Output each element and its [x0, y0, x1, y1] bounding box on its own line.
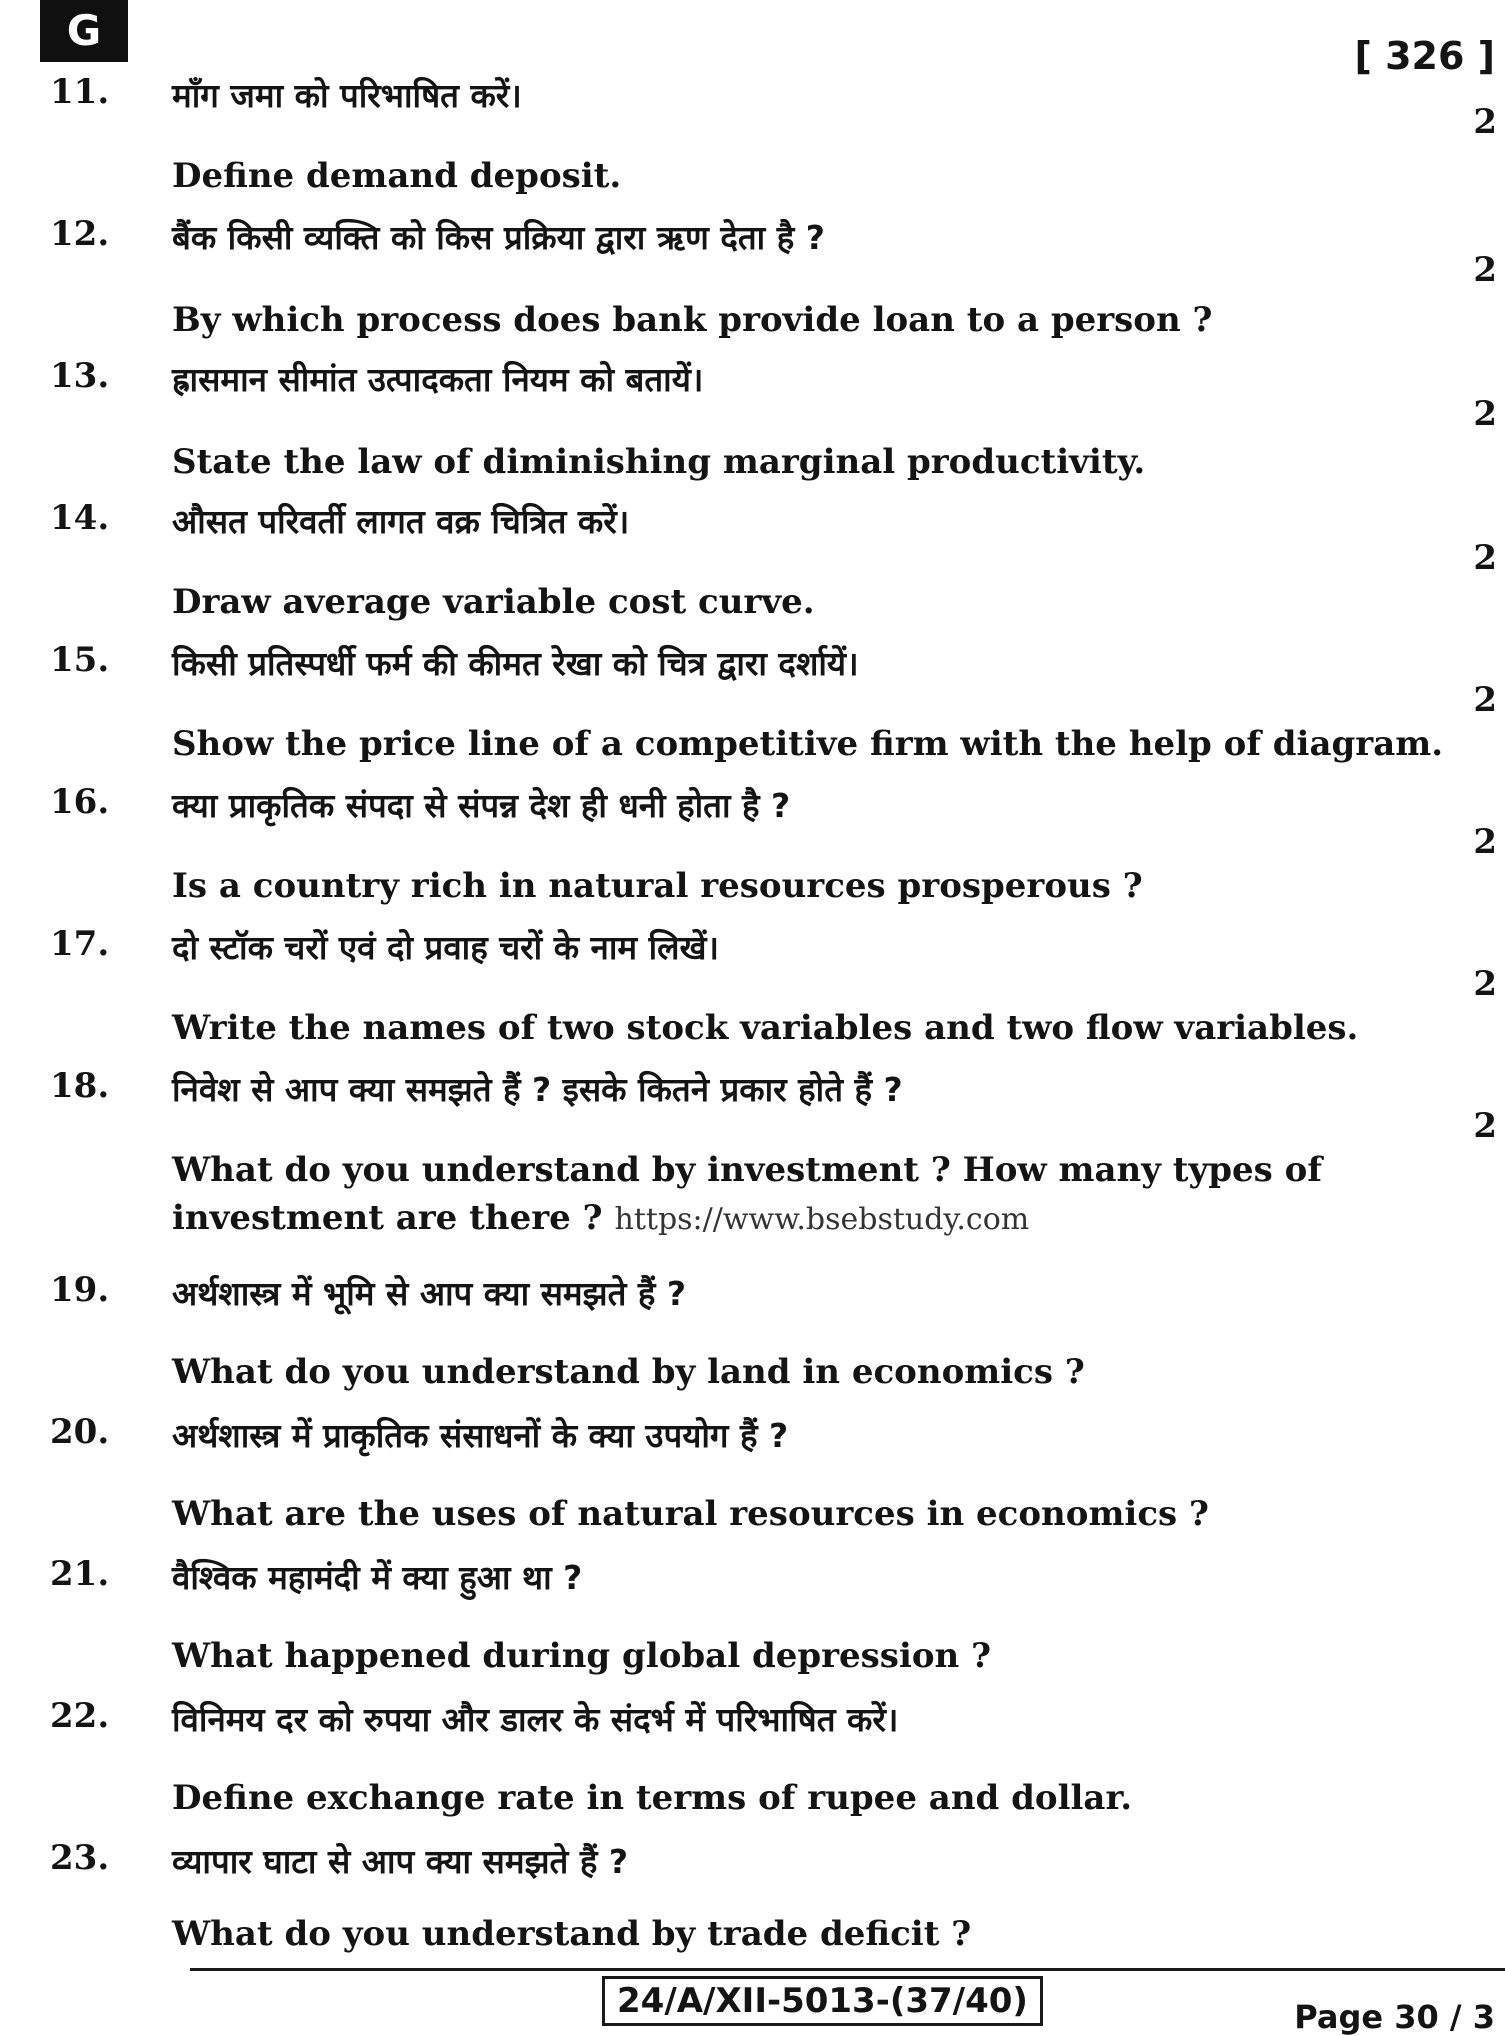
question-number: 23. [50, 1838, 110, 1878]
question-hindi: क्या प्राकृतिक संपदा से संपन्न देश ही धनी होता है ? [172, 786, 791, 825]
question-number: 22. [50, 1696, 110, 1736]
question-english: What do you understand by trade deficit ? [172, 1914, 972, 1954]
question-marks: 2 [1473, 680, 1497, 720]
question-marks: 2 [1473, 538, 1497, 578]
page-number: Page 30 / 3 [1294, 1998, 1495, 2036]
question-hindi: ह्रासमान सीमांत उत्पादकता नियम को बतायें। [172, 360, 704, 399]
question-number: 16. [50, 782, 110, 822]
question-marks: 2 [1473, 102, 1497, 142]
question-number: 11. [50, 72, 110, 112]
question-marks: 2 [1473, 964, 1497, 1004]
question-hindi: बैंक किसी व्यक्ति को किस प्रक्रिया द्वारा ऋण देता है ? [172, 218, 825, 257]
question-marks: 2 [1473, 250, 1497, 290]
question-english: Is a country rich in natural resources prosperous ? [172, 866, 1143, 906]
question-hindi: माँग जमा को परिभाषित करें। [172, 76, 522, 115]
question-number: 13. [50, 356, 110, 396]
paper-code: 24/A/XII-5013-(37/40) [602, 1976, 1043, 2026]
question-marks: 2 [1473, 1106, 1497, 1146]
question-number: 21. [50, 1554, 110, 1594]
question-number: 12. [50, 214, 110, 254]
question-english: Define exchange rate in terms of rupee and dollar. [172, 1778, 1133, 1818]
question-english: Draw average variable cost curve. [172, 582, 815, 622]
paper-series-code: [ 326 ] [1354, 34, 1495, 78]
question-english: By which process does bank provide loan to a person ? [172, 300, 1213, 340]
question-hindi: विनिमय दर को रुपया और डालर के संदर्भ में परिभाषित करें। [172, 1700, 899, 1739]
question-number: 18. [50, 1066, 110, 1106]
question-number: 15. [50, 640, 110, 680]
question-marks: 2 [1473, 822, 1497, 862]
question-hindi: निवेश से आप क्या समझते हैं ? इसके कितने प्रकार होते हैं ? [172, 1070, 903, 1109]
question-hindi: अर्थशास्त्र में भूमि से आप क्या समझते हैं ? [172, 1274, 687, 1313]
question-english: What are the uses of natural resources in economics ? [172, 1494, 1209, 1534]
question-english: What do you understand by land in economics ? [172, 1352, 1085, 1392]
question-english: State the law of diminishing marginal productivity. [172, 442, 1146, 482]
question-english: Define demand deposit. [172, 156, 622, 196]
question-english-text: What do you understand by investment ? How many types of investment are there ? [172, 1150, 1322, 1238]
question-hindi: औसत परिवर्ती लागत वक्र चित्रित करें। [172, 502, 630, 541]
question-number: 19. [50, 1270, 110, 1310]
question-marks: 2 [1473, 394, 1497, 434]
question-hindi: वैश्विक महामंदी में क्या हुआ था ? [172, 1558, 583, 1597]
question-english: Show the price line of a competitive firm with the help of diagram. [172, 724, 1444, 764]
question-hindi: व्यापार घाटा से आप क्या समझते हैं ? [172, 1842, 628, 1881]
question-english: What happened during global depression ? [172, 1636, 992, 1676]
set-label: G [40, 0, 128, 62]
watermark-url: https://www.bsebstudy.com [614, 1202, 1030, 1237]
question-hindi: किसी प्रतिस्पर्धी फर्म की कीमत रेखा को चित्र द्वारा दर्शायें। [172, 644, 859, 683]
question-number: 14. [50, 498, 110, 538]
question-english: Write the names of two stock variables and two flow variables. [172, 1008, 1359, 1048]
question-number: 17. [50, 924, 110, 964]
question-hindi: अर्थशास्त्र में प्राकृतिक संसाधनों के क्या उपयोग हैं ? [172, 1416, 789, 1455]
footer-divider [190, 1968, 1505, 1971]
question-number: 20. [50, 1412, 110, 1452]
question-hindi: दो स्टॉक चरों एवं दो प्रवाह चरों के नाम लिखें। [172, 928, 720, 967]
question-english [172, 1146, 1491, 1244]
